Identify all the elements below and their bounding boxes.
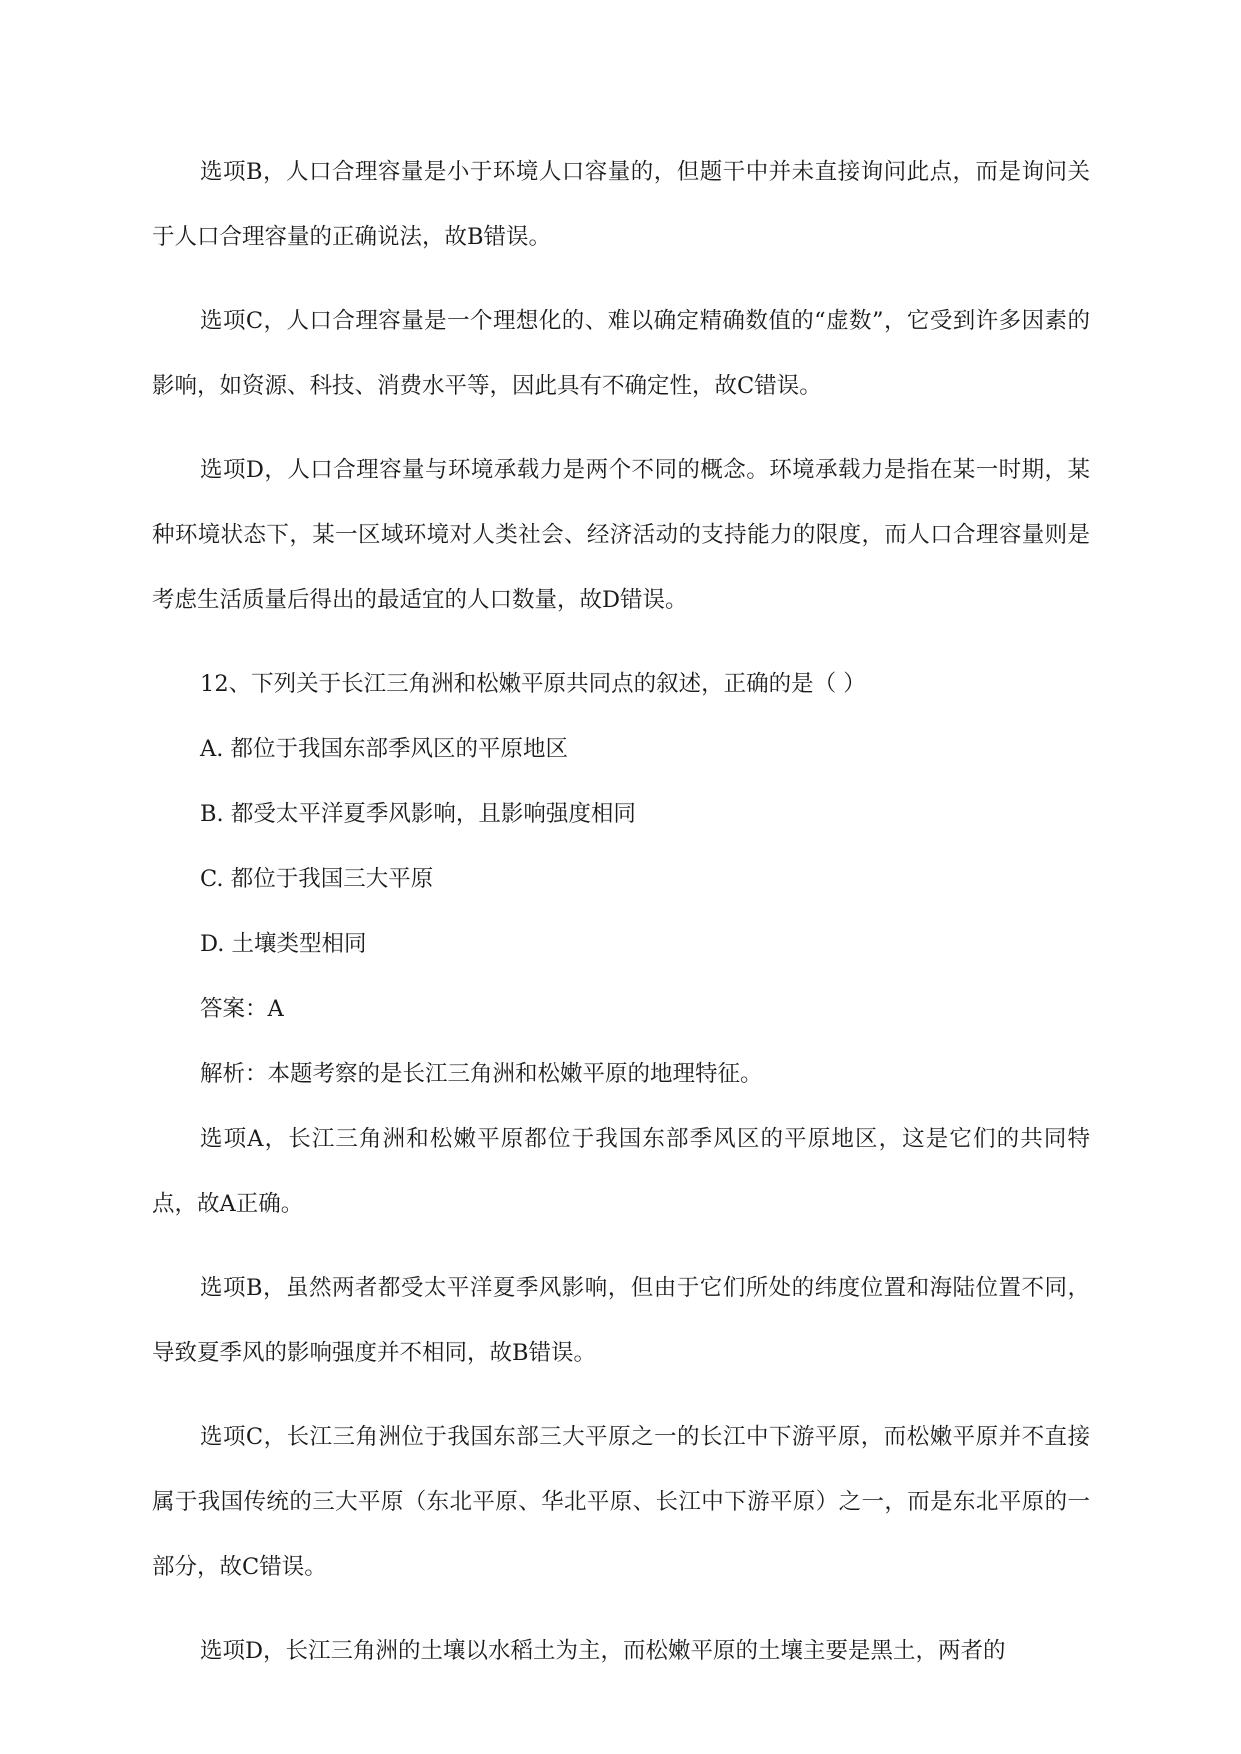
option-d: D. 土壤类型相同 <box>200 931 367 957</box>
analysis-option-a: 选项A，长江三角洲和松嫩平原都位于我国东部季风区的平原地区，这是它们的共同特点，故A正确。 <box>152 1126 1090 1217</box>
explanation-option-d: 选项D，人口合理容量与环境承载力是两个不同的概念。环境承载力是指在某一时期，某种环境状态下，某一区域环境对人类社会、经济活动的支持能力的限度，而人口合理容量则是考虑生活质量后得出的最适宜的人口数量，故D错误。 <box>152 457 1090 613</box>
analysis: 解析：本题考察的是长江三角洲和松嫩平原的地理特征。 <box>200 1061 763 1087</box>
question-stem: 12、下列关于长江三角洲和松嫩平原共同点的叙述，正确的是（ ） <box>200 671 866 697</box>
document-body <box>152 140 1090 1703</box>
analysis-option-b: 选项B，虽然两者都受太平洋夏季风影响，但由于它们所处的纬度位置和海陆位置不同，导致夏季风的影响强度并不相同，故B错误。 <box>152 1275 1090 1366</box>
explanation-option-b: 选项B，人口合理容量是小于环境人口容量的，但题干中并未直接询问此点，而是询问关于人口合理容量的正确说法，故B错误。 <box>152 159 1090 250</box>
analysis-option-c: 选项C，长江三角洲位于我国东部三大平原之一的长江中下游平原，而松嫩平原并不直接属于我国传统的三大平原（东北平原、华北平原、长江中下游平原）之一，而是东北平原的一部分，故C错误。 <box>152 1424 1090 1580</box>
answer: 答案：A <box>200 996 284 1022</box>
option-a: A. 都位于我国东部季风区的平原地区 <box>200 736 569 762</box>
question-block <box>152 652 1090 1107</box>
analysis-option-d: 选项D，长江三角洲的土壤以水稻土为主，而松嫩平原的土壤主要是黑土，两者的 <box>200 1638 1006 1664</box>
option-c: C. 都位于我国三大平原 <box>200 866 434 892</box>
explanation-option-c: 选项C，人口合理容量是一个理想化的、难以确定精确数值的“虚数”，它受到许多因素的影响，如资源、科技、消费水平等，因此具有不确定性，故C错误。 <box>152 308 1090 399</box>
option-b: B. 都受太平洋夏季风影响，且影响强度相同 <box>200 801 636 827</box>
